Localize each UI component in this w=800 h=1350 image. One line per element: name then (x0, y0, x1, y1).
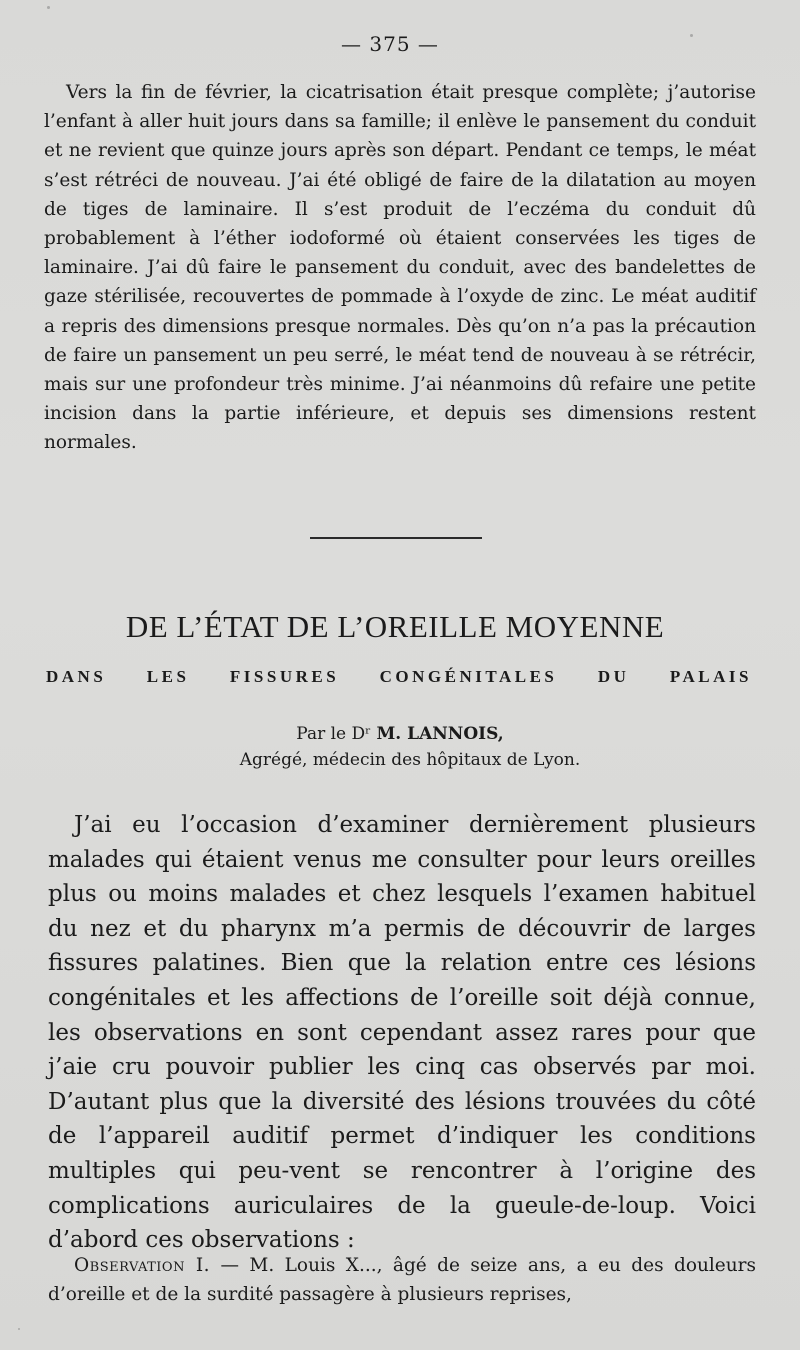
subtitle-word: LES (146, 667, 190, 686)
subtitle-word: FISSURES (229, 667, 340, 686)
observation-label: Observation I. (74, 1255, 211, 1276)
observation-paragraph (48, 1251, 756, 1309)
author-affiliation: Agrégé, médecin des hôpitaux de Lyon. (239, 750, 581, 770)
page-number: — 375 — (341, 32, 439, 56)
author-name: M. LANNOIS, (376, 724, 504, 744)
subtitle-word: DANS (46, 667, 107, 686)
article-title: DE L’ÉTAT DE L’OREILLE MOYENNE (125, 609, 665, 644)
subtitle-word: PALAIS (669, 667, 752, 686)
introduction-paragraph: J’ai eu l’occasion d’examiner dernièrement plusieurs malades qui étaient venus me consulter pour leurs oreilles plus ou moins malades et chez lesquels l’examen habituel du nez et du pharynx m’a permis de découvrir de larges fissures palatines. Bien que la relation entre ces lésions congénitales et les affections de l’oreille soit déjà connue, les observations en sont cependant assez rares pour que j’aie cru pouvoir publier les cinq cas observés par moi. D’autant plus que la diversité des lésions trouvées du côté de l’appareil auditif permet d’indiquer les conditions multiples qui peu-vent se rencontrer à l’origine des complications auriculaires de la gueule-de-loup. Voici d’abord ces observations : (48, 812, 756, 1254)
subtitle-word: DU (597, 667, 630, 686)
subtitle-word: CONGÉNITALES (379, 667, 558, 686)
continued-paragraph-block (44, 78, 756, 458)
continued-paragraph: Vers la fin de février, la cicatrisation était presque complète; j’autorise l’enfant à aller huit jours dans sa famille; il enlève le pansement du conduit et ne revient que quinze jours après son départ. Pendant ce temps, le méat s’est rétréci de nouveau. J’ai été obligé de faire de la dilatation au moyen de tiges de laminaire. Il s’est produit de l’eczéma du conduit dû probablement à l’éther iodoformé où étaient conservées les tiges de laminaire. J’ai dû faire le pansement du conduit, avec des bandelettes de gaze stérilisée, recouvertes de pommade à l’oxyde de zinc. Le méat auditif a repris des dimensions presque normales. Dès qu’on n’a pas la précaution de faire un pansement un peu serré, le méat tend de nouveau à se rétrécir, mais sur une profondeur très minime. J’ai néanmoins dû refaire une petite incision dans la partie inférieure, et depuis ses dimensions restent normales. (44, 82, 756, 454)
introduction-block (48, 808, 756, 1258)
author-byline (0, 721, 800, 747)
author-affiliation-line (0, 747, 800, 773)
observation-block (48, 1251, 756, 1309)
section-divider (310, 537, 482, 539)
scan-speck (18, 1328, 20, 1330)
article-subtitle (46, 665, 752, 689)
byline-prefix: Par le Dʳ (296, 724, 372, 744)
scan-speck (47, 6, 50, 9)
observation-text: — M. Louis X..., âgé de seize ans, a eu des douleurs d’oreille et de la surdité passagère à plusieurs reprises, (48, 1255, 757, 1305)
scan-speck (690, 34, 693, 37)
